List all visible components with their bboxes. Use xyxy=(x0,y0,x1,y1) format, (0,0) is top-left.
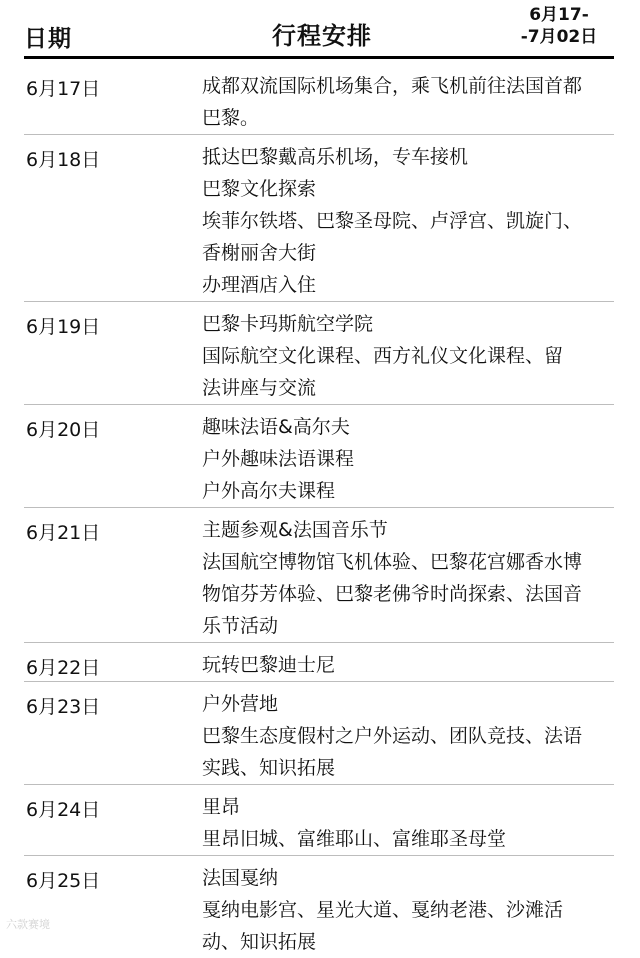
row-date: 6月21日 xyxy=(26,522,101,544)
itinerary-line: 抵达巴黎戴高乐机场，专车接机 xyxy=(202,146,469,168)
table-row xyxy=(0,785,640,855)
table-row xyxy=(0,682,640,784)
itinerary-line: 实践、知识拓展 xyxy=(202,757,336,779)
table-row xyxy=(0,405,640,507)
itinerary-line: 成都双流国际机场集合，乘飞机前往法国首都 xyxy=(202,75,583,97)
table-row xyxy=(0,643,640,681)
itinerary-line: 戛纳电影宫、星光大道、戛纳老港、沙滩活 xyxy=(202,899,564,921)
row-date: 6月20日 xyxy=(26,419,101,441)
itinerary-line: 主题参观&法国音乐节 xyxy=(202,519,388,541)
itinerary-line: 趣味法语&高尔夫 xyxy=(202,416,350,438)
row-itinerary xyxy=(202,856,640,958)
row-date: 6月18日 xyxy=(26,149,101,171)
itinerary-line: 埃菲尔铁塔、巴黎圣母院、卢浮宫、凯旋门、 xyxy=(202,210,583,232)
row-date: 6月23日 xyxy=(26,696,101,718)
itinerary-line: 里昂 xyxy=(202,796,241,818)
row-itinerary xyxy=(202,64,640,134)
itinerary-line: 巴黎文化探索 xyxy=(202,178,317,200)
column-header-itinerary: 行程安排 xyxy=(272,22,372,50)
date-range-start: 6月17- xyxy=(529,5,589,25)
date-range-end: -7月02日 xyxy=(520,27,598,47)
column-header-date: 日期 xyxy=(24,26,72,52)
itinerary-table-body xyxy=(0,64,640,958)
row-date: 6月25日 xyxy=(26,870,101,892)
watermark: 六款赛境 xyxy=(6,918,50,931)
row-itinerary xyxy=(202,302,640,404)
itinerary-line: 户外营地 xyxy=(202,693,279,715)
row-itinerary xyxy=(202,643,640,681)
itinerary-line: 乐节活动 xyxy=(202,615,279,637)
row-date: 6月19日 xyxy=(26,316,101,338)
row-date: 6月17日 xyxy=(26,78,101,100)
table-row xyxy=(0,135,640,301)
itinerary-line: 里昂旧城、富维耶山、富维耶圣母堂 xyxy=(202,828,507,850)
header-divider xyxy=(24,56,614,59)
itinerary-line: 户外趣味法语课程 xyxy=(202,448,355,470)
itinerary-line: 动、知识拓展 xyxy=(202,931,317,953)
itinerary-line: 法国航空博物馆飞机体验、巴黎花宫娜香水博 xyxy=(202,551,583,573)
table-row xyxy=(0,302,640,404)
date-range-header xyxy=(500,4,618,48)
itinerary-line: 户外高尔夫课程 xyxy=(202,480,336,502)
row-itinerary xyxy=(202,508,640,642)
itinerary-line: 法国戛纳 xyxy=(202,867,279,889)
itinerary-line: 物馆芬芳体验、巴黎老佛爷时尚探索、法国音 xyxy=(202,583,583,605)
row-itinerary xyxy=(202,785,640,855)
itinerary-line: 办理酒店入住 xyxy=(202,274,317,296)
table-header xyxy=(0,0,640,64)
itinerary-line: 巴黎。 xyxy=(202,107,260,129)
itinerary-line: 法讲座与交流 xyxy=(202,377,317,399)
table-row xyxy=(0,64,640,134)
itinerary-line: 玩转巴黎迪士尼 xyxy=(202,654,336,676)
row-itinerary xyxy=(202,135,640,301)
row-date: 6月22日 xyxy=(26,657,101,679)
itinerary-line: 巴黎卡玛斯航空学院 xyxy=(202,313,374,335)
row-itinerary xyxy=(202,682,640,784)
row-date: 6月24日 xyxy=(26,799,101,821)
table-row xyxy=(0,508,640,642)
itinerary-line: 国际航空文化课程、西方礼仪文化课程、留 xyxy=(202,345,564,367)
row-itinerary xyxy=(202,405,640,507)
itinerary-line: 香榭丽舍大街 xyxy=(202,242,317,264)
table-row xyxy=(0,856,640,958)
itinerary-line: 巴黎生态度假村之户外运动、团队竞技、法语 xyxy=(202,725,583,747)
